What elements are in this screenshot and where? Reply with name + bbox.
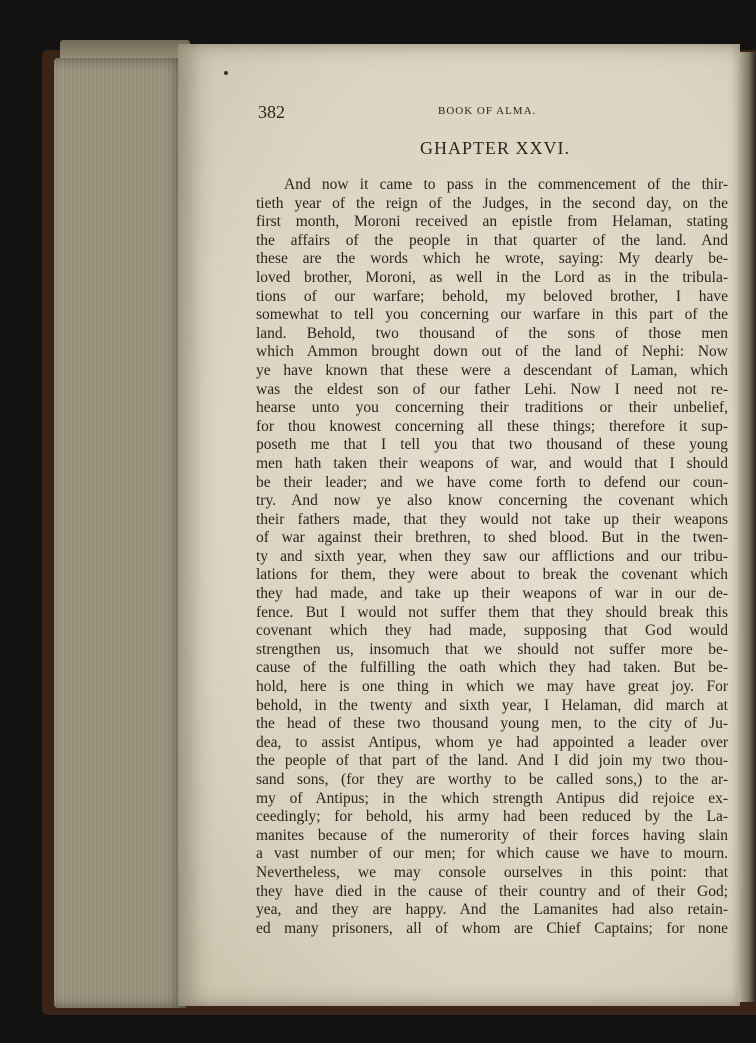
- text-line: men hath taken their weapons of war, and would that I should: [256, 454, 728, 472]
- text-line: first month, Moroni received an epistle from Helaman, stating: [256, 213, 728, 231]
- text-line: they had made, and take up their weapons of war in our de-: [256, 585, 728, 603]
- text-line: tieth year of the reign of the Judges, in the second day, on the: [256, 194, 728, 212]
- text-line: ye have known that these were a descendant of Laman, which: [256, 361, 728, 379]
- text-line: be their leader; and we have come forth to defend our coun-: [256, 473, 728, 491]
- text-line: the people of that part of the land. And I did join my two thou-: [256, 752, 728, 770]
- text-line: fence. But I would not suffer them that they should break this: [256, 603, 728, 621]
- text-line: they have died in the cause of their country and of their God;: [256, 882, 728, 900]
- text-line: ceedingly; for behold, his army had been reduced by the La-: [256, 808, 728, 826]
- text-line: manites because of the numerority of their forces having slain: [256, 826, 728, 844]
- chapter-title: GHAPTER XXVI.: [420, 138, 570, 158]
- text-line: for thou knowest concerning all these things; therefore it sup-: [256, 417, 728, 435]
- text-line: these are the words which he wrote, saying: My dearly be-: [256, 250, 728, 268]
- text-line: land. Behold, two thousand of the sons of those men: [256, 324, 728, 342]
- text-line: which Ammon brought down out of the land of Nephi: Now: [256, 343, 728, 361]
- facing-page-edge: [738, 52, 756, 1002]
- text-line: And now it came to pass in the commencement of the thir-: [284, 176, 728, 193]
- text-line: covenant which they had made, supposing that God would: [256, 622, 728, 640]
- text-line: dea, to assist Antipus, whom ye had appointed a leader over: [256, 733, 728, 751]
- text-line: sand sons, (for they are worthy to be called sons,) to the ar-: [256, 771, 728, 788]
- text-line: tions of our warfare; behold, my beloved brother, I have: [256, 287, 728, 305]
- page-fore-edge: [54, 58, 186, 1008]
- text-line: cause of the fulfilling the oath which they had taken. But be-: [256, 659, 728, 677]
- text-line: ty and sixth year, when they saw our afflictions and our tribu-: [256, 547, 728, 565]
- text-line: poseth me that I tell you that two thousand of these young: [256, 436, 728, 454]
- running-head: BOOK OF ALMA.: [438, 105, 537, 117]
- text-line: of war against their brethren, to shed blood. But in the twen-: [256, 529, 728, 547]
- page-header: [258, 102, 558, 122]
- text-line: strengthen us, insomuch that we should not suffer more be-: [256, 640, 728, 658]
- text-line: behold, in the twenty and sixth year, I Helaman, did march at: [256, 696, 728, 714]
- text-line: the affairs of the people in that quarter of the land. And: [256, 231, 728, 249]
- text-line: their fathers made, that they would not take up their weapons: [256, 510, 728, 528]
- text-line: somewhat to tell you concerning our warfare in this part of the: [256, 306, 728, 324]
- page-blemish: [224, 71, 228, 75]
- text-line: hold, here is one thing in which we may have great joy. For: [256, 678, 728, 696]
- text-line: yea, and they are happy. And the Lamanites had also retain-: [256, 901, 728, 919]
- text-line: my of Antipus; in the which strength Antipus did rejoice ex-: [256, 789, 728, 807]
- text-line: ed many prisoners, all of whom are Chief Captains; for none: [256, 919, 728, 937]
- text-line: hearse unto you concerning their traditions or their unbelief,: [256, 399, 728, 417]
- page-number: 382: [258, 102, 285, 122]
- text-line: try. And now ye also know concerning the covenant which: [256, 492, 728, 510]
- text-line: loved brother, Moroni, as well in the Lord as in the tribula-: [256, 268, 728, 286]
- text-line: was the eldest son of our father Lehi. Now I need not re-: [256, 380, 728, 398]
- text-line: a vast number of our men; for which cause we have to mourn.: [256, 845, 728, 863]
- text-line: the head of these two thousand young men, to the city of Ju-: [256, 715, 728, 733]
- body-text: [256, 176, 728, 938]
- text-line: Nevertheless, we may console ourselves in this point: that: [256, 863, 728, 881]
- text-line: lations for them, they were about to break the covenant which: [256, 566, 728, 584]
